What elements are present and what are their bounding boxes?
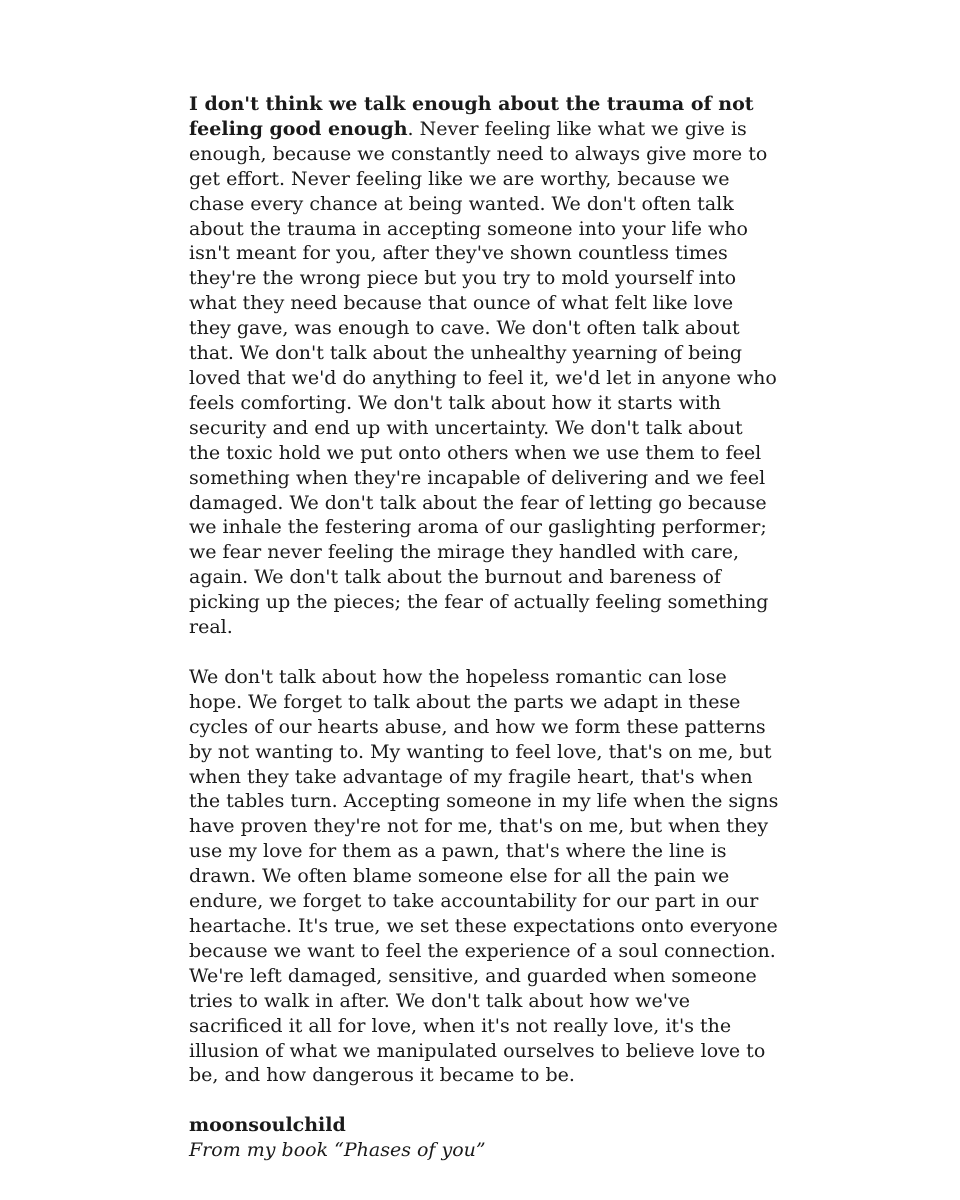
book-source: From my book “Phases of you” <box>189 1139 486 1162</box>
lead-sentence: I don't think we talk enough about the trauma of not feeling good enough <box>189 93 754 140</box>
author-name: moonsoulchild <box>189 1114 346 1137</box>
document-page <box>189 92 779 1163</box>
paragraph-1 <box>189 92 779 640</box>
paragraph-1-body: . Never feeling like what we give is enough, because we constantly need to always give more to get effort. Never feeling like we are worthy, because we chase every chance at being wanted. We don't often talk about the trauma in accepting someone into your life who isn't meant for you, after they've shown countless times they're the wrong piece but you try to mold yourself into what they need because that ounce of what felt like love they gave, was enough to cave. We don't often talk about that. We don't talk about the unhealthy yearning of being loved that we'd do anything to feel it, we'd let in anyone who feels comforting. We don't talk about how it starts with security and end up with uncertainty. We don't talk about the toxic hold we put onto others when we use them to feel something when they're incapable of delivering and we feel damaged. We don't talk about the fear of letting go because we inhale the festering aroma of our gaslighting performer; we fear never feeling the mirage they handled with care, again. We don't talk about the burnout and bareness of picking up the pieces; the fear of actually feeling something real. <box>189 117 777 639</box>
paragraph-2: We don't talk about how the hopeless romantic can lose hope. We forget to talk about the parts we adapt in these cycles of our hearts abuse, and how we form these patterns by not wanting to. My wanting to feel love, that's on me, but when they take advantage of my fragile heart, that's when the tables turn. Accepting someone in my life when the signs have proven they're not for me, that's on me, but when they use my love for them as a pawn, that's where the line is drawn. We often blame someone else for all the pain we endure, we forget to take accountability for our part in our heartache. It's true, we set these expectations onto everyone because we want to feel the experience of a soul connection. We're left damaged, sensitive, and guarded when someone tries to walk in after. We don't talk about how we've sacrificed it all for love, when it's not really love, it's the illusion of what we manipulated ourselves to believe love to be, and how dangerous it became to be. <box>189 665 779 1087</box>
